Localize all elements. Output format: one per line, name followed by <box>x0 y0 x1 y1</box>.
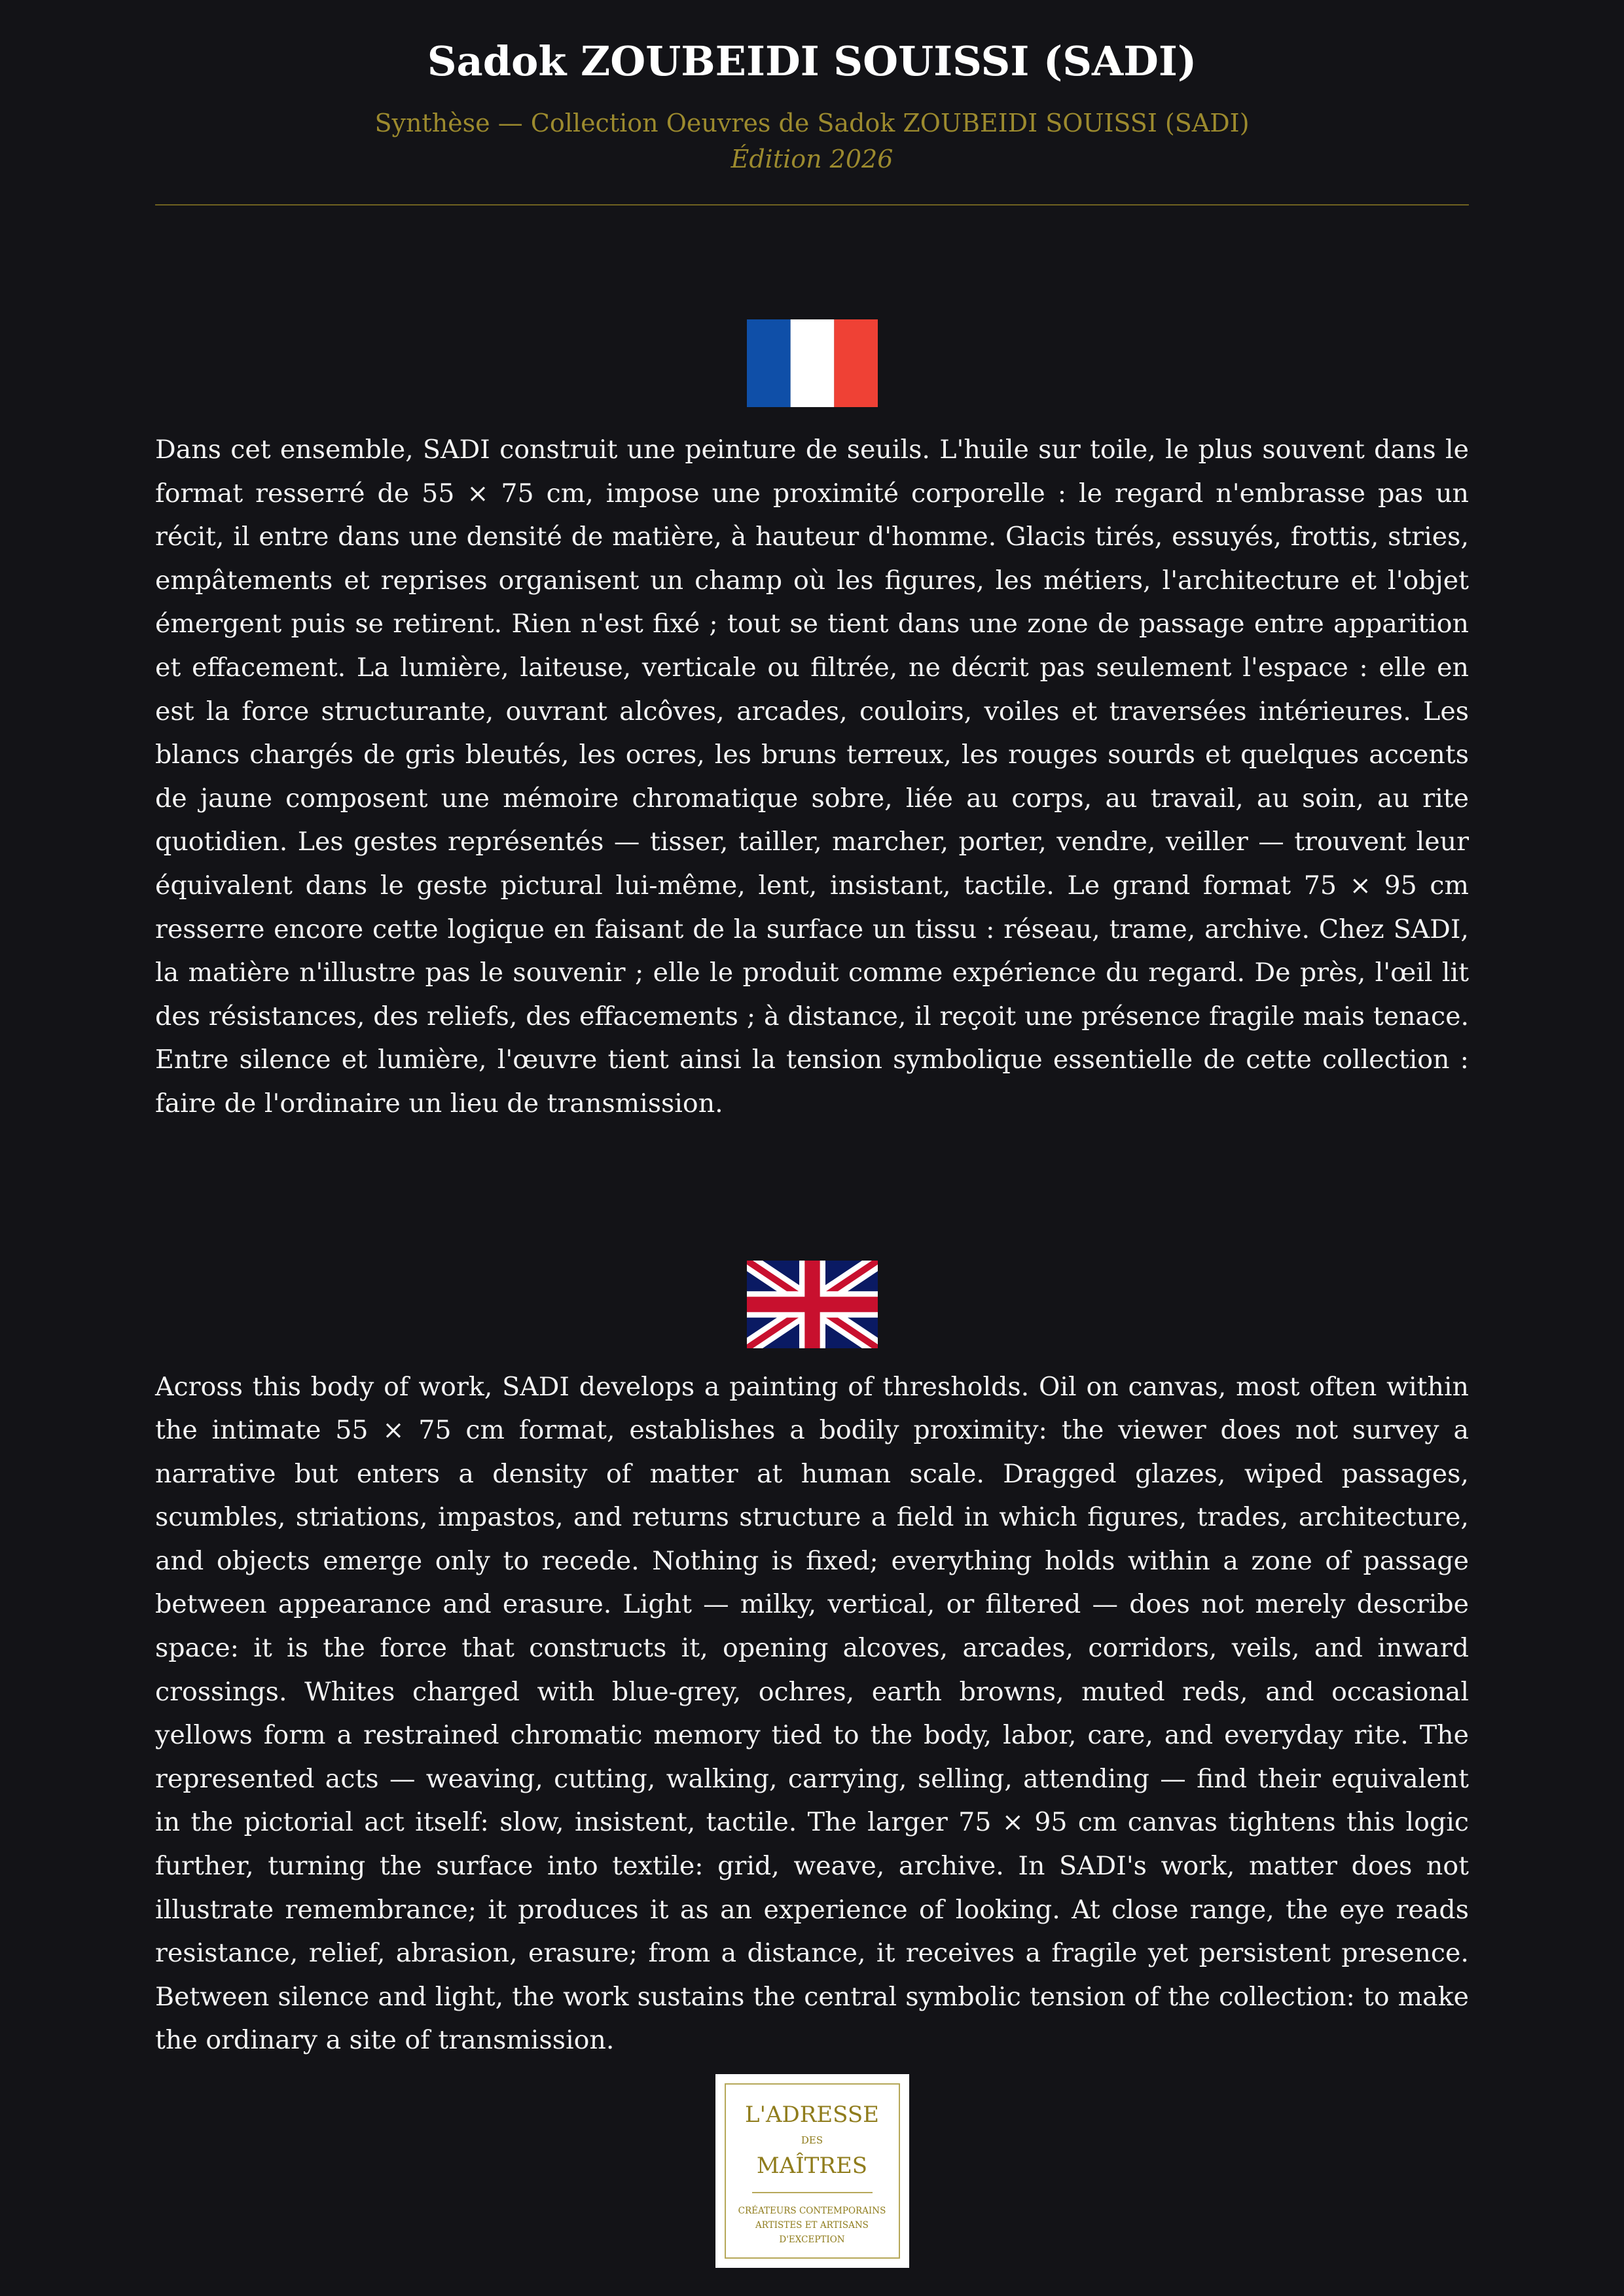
edition-label: Édition 2026 <box>731 145 893 173</box>
page-subtitle: Synthèse — Collection Oeuvres de Sadok ZOUBEIDI SOUISSI (SADI) <box>374 109 1250 137</box>
logo-line-6: D'EXCEPTION <box>779 2234 845 2245</box>
logo-line-5: ARTISTES ET ARTISANS <box>755 2220 869 2231</box>
logo-line-4: CRÉATEURS CONTEMPORAINS <box>738 2206 886 2216</box>
logo-frame <box>725 2083 900 2259</box>
adresse-des-maitres-logo <box>715 2074 909 2268</box>
logo-line-2: DES <box>801 2134 823 2146</box>
page-title: Sadok ZOUBEIDI SOUISSI (SADI) <box>427 37 1197 85</box>
france-flag-icon <box>747 319 878 407</box>
logo-line-1: L'ADRESSE <box>745 2102 879 2128</box>
logo-line-3: MAÎTRES <box>756 2153 868 2179</box>
document-page <box>155 0 1469 2268</box>
uk-flag-icon <box>747 1261 878 1348</box>
french-paragraph: Dans cet ensemble, SADI construit une peinture de seuils. L'huile sur toile, le plus souvent dans le format resserré de 55 × 75 cm, impose une proximité corporelle : le regard n'embrasse pas un récit, il entre dans une densité de matière, à hauteur d'homme. Glacis tirés, essuyés, frottis, stries, empâtements et reprises organisent un champ où les figures, les métiers, l'architecture et l'objet émergent puis se retirent. Rien n'est fixé ; tout se tient dans une zone de passage entre apparition et effacement. La lumière, laiteuse, verticale ou filtrée, ne décrit pas seulement l'espace : elle en est la force structurante, ouvrant alcôves, arcades, couloirs, voiles et traversées intérieures. Les blancs chargés de gris bleutés, les ocres, les bruns terreux, les rouges sourds et quelques accents de jaune composent une mémoire chromatique sobre, liée au corps, au travail, au soin, au rite quotidien. Les gestes représentés — tisser, tailler, marcher, porter, vendre, veiller — trouvent leur équivalent dans le geste pictural lui-même, lent, insistant, tactile. Le grand format 75 × 95 cm resserre encore cette logique en faisant de la surface un tissu : réseau, trame, archive. Chez SADI, la matière n'illustre pas le souvenir ; elle le produit comme expérience du regard. De près, l'œil lit des résistances, des reliefs, des effacements ; à distance, il reçoit une présence fragile mais tenace. Entre silence et lumière, l'œuvre tient ainsi la tension symbolique essentielle de cette collection : faire de l'ordinaire un lieu de transmission. <box>155 435 1469 1119</box>
logo-divider <box>752 2192 873 2193</box>
english-paragraph: Across this body of work, SADI develops a painting of thresholds. Oil on canvas, most often within the intimate 55 × 75 cm format, establishes a bodily proximity: the viewer does not survey a narrative but enters a density of matter at human scale. Dragged glazes, wiped passages, scumbles, striations, impastos, and returns structure a field in which figures, trades, architecture, and objects emerge only to recede. Nothing is fixed; everything holds within a zone of passage between appearance and erasure. Light — milky, vertical, or filtered — does not merely describe space: it is the force that constructs it, opening alcoves, arcades, corridors, veils, and inward crossings. Whites charged with blue-grey, ochres, earth browns, muted reds, and occasional yellows form a restrained chromatic memory tied to the body, labor, care, and everyday rite. The represented acts — weaving, cutting, walking, carrying, selling, attending — find their equivalent in the pictorial act itself: slow, insistent, tactile. The larger 75 × 95 cm canvas tightens this logic further, turning the surface into textile: grid, weave, archive. In SADI's work, matter does not illustrate remembrance; it produces it as an experience of looking. At close range, the eye reads resistance, relief, abrasion, erasure; from a distance, it receives a fragile yet persistent presence. Between silence and light, the work sustains the central symbolic tension of the collection: to make the ordinary a site of transmission. <box>155 1371 1469 2056</box>
header-divider <box>155 204 1469 206</box>
